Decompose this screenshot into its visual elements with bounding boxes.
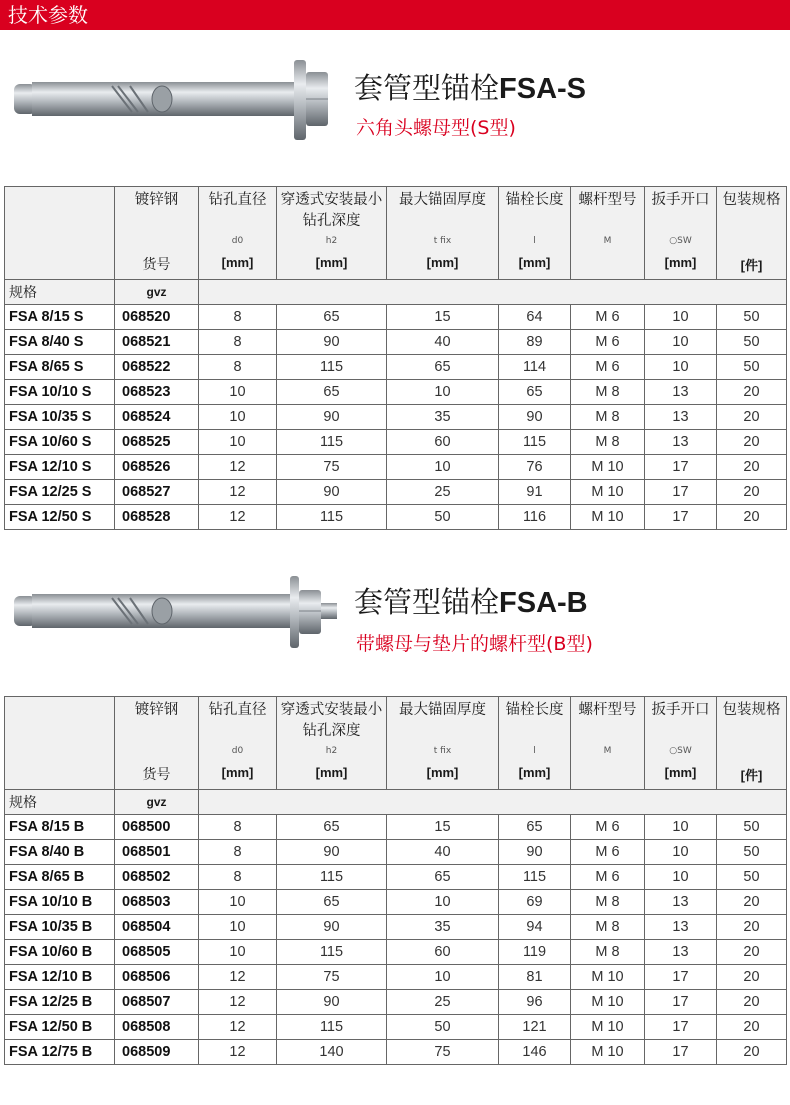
cell-anchor-length: 65 [499, 380, 571, 405]
cell-drill-diameter: 8 [199, 865, 277, 890]
cell-drill-diameter: 10 [199, 380, 277, 405]
cell-wrench-size: 17 [645, 505, 717, 530]
cell-max-fix-thickness: 65 [387, 865, 499, 890]
spec-table-fsa-b [4, 696, 787, 1065]
cell-pack-size: 20 [717, 455, 787, 480]
cell-wrench-size: 17 [645, 990, 717, 1015]
cell-model: FSA 12/25 S [5, 480, 115, 505]
cell-item-number: 068523 [115, 380, 199, 405]
table-header-row [5, 187, 787, 280]
cell-wrench-size: 17 [645, 1015, 717, 1040]
cell-drill-diameter: 12 [199, 1040, 277, 1065]
cell-drill-diameter: 12 [199, 455, 277, 480]
header-thread: 螺杆型号 M [571, 187, 645, 280]
cell-model: FSA 12/50 S [5, 505, 115, 530]
cell-anchor-length: 119 [499, 940, 571, 965]
cell-pack-size: 20 [717, 890, 787, 915]
cell-pack-size: 50 [717, 815, 787, 840]
header-length: 锚栓长度 l [mm] [499, 187, 571, 280]
cell-drill-diameter: 10 [199, 940, 277, 965]
cell-thread-size: M 8 [571, 380, 645, 405]
cell-drill-diameter: 8 [199, 840, 277, 865]
product-title: 套管型锚栓FSA-S [354, 71, 587, 105]
product-fsa-s [0, 58, 790, 178]
table-row [5, 890, 787, 915]
cell-item-number: 068500 [115, 815, 199, 840]
table-row [5, 380, 787, 405]
gvz-label: gvz [115, 280, 199, 305]
cell-model: FSA 10/60 S [5, 430, 115, 455]
cell-wrench-size: 10 [645, 305, 717, 330]
cell-min-drill-depth: 115 [277, 940, 387, 965]
cell-pack-size: 50 [717, 330, 787, 355]
cell-max-fix-thickness: 65 [387, 355, 499, 380]
header-blank-cell [5, 697, 115, 790]
cell-anchor-length: 114 [499, 355, 571, 380]
cell-max-fix-thickness: 35 [387, 915, 499, 940]
cell-drill-diameter: 8 [199, 305, 277, 330]
cell-min-drill-depth: 140 [277, 1040, 387, 1065]
cell-wrench-size: 17 [645, 480, 717, 505]
cell-wrench-size: 10 [645, 840, 717, 865]
cell-anchor-length: 69 [499, 890, 571, 915]
cell-anchor-length: 116 [499, 505, 571, 530]
cell-thread-size: M 10 [571, 505, 645, 530]
cell-min-drill-depth: 90 [277, 330, 387, 355]
table-row [5, 990, 787, 1015]
cell-wrench-size: 13 [645, 890, 717, 915]
cell-model: FSA 12/10 S [5, 455, 115, 480]
cell-item-number: 068508 [115, 1015, 199, 1040]
table-row [5, 840, 787, 865]
header-drill: 钻孔直径 d0 [mm] [199, 187, 277, 280]
cell-pack-size: 50 [717, 840, 787, 865]
cell-item-number: 068527 [115, 480, 199, 505]
cell-thread-size: M 6 [571, 355, 645, 380]
page-title: 技术参数 [8, 3, 88, 27]
cell-anchor-length: 90 [499, 840, 571, 865]
table-row [5, 305, 787, 330]
cell-item-number: 068526 [115, 455, 199, 480]
cell-wrench-size: 13 [645, 940, 717, 965]
cell-item-number: 068505 [115, 940, 199, 965]
spec-label: 规格 [5, 280, 115, 305]
cell-pack-size: 20 [717, 990, 787, 1015]
cell-pack-size: 20 [717, 940, 787, 965]
cell-wrench-size: 10 [645, 865, 717, 890]
cell-pack-size: 20 [717, 405, 787, 430]
cell-wrench-size: 17 [645, 455, 717, 480]
table-row [5, 915, 787, 940]
cell-pack-size: 20 [717, 1015, 787, 1040]
table-row [5, 430, 787, 455]
cell-anchor-length: 146 [499, 1040, 571, 1065]
cell-model: FSA 8/15 S [5, 305, 115, 330]
cell-model: FSA 12/50 B [5, 1015, 115, 1040]
cell-pack-size: 50 [717, 355, 787, 380]
header-thread: 螺杆型号 M [571, 697, 645, 790]
header-wrench: 扳手开口 ○SW [mm] [645, 697, 717, 790]
cell-drill-diameter: 8 [199, 330, 277, 355]
subheader-blank [199, 790, 787, 815]
header-galv: 镀锌钢 货号 [115, 187, 199, 280]
cell-model: FSA 8/65 S [5, 355, 115, 380]
cell-anchor-length: 89 [499, 330, 571, 355]
cell-min-drill-depth: 90 [277, 480, 387, 505]
cell-thread-size: M 10 [571, 990, 645, 1015]
cell-pack-size: 20 [717, 915, 787, 940]
table-row [5, 505, 787, 530]
cell-model: FSA 8/40 B [5, 840, 115, 865]
product-subtitle: 带螺母与垫片的螺杆型(B型) [356, 633, 593, 655]
header-through: 穿透式安装最小钻孔深度 h2 [mm] [277, 697, 387, 790]
cell-min-drill-depth: 115 [277, 430, 387, 455]
cell-model: FSA 10/10 B [5, 890, 115, 915]
spec-label: 规格 [5, 790, 115, 815]
cell-max-fix-thickness: 10 [387, 455, 499, 480]
cell-anchor-length: 94 [499, 915, 571, 940]
cell-pack-size: 50 [717, 865, 787, 890]
cell-min-drill-depth: 115 [277, 505, 387, 530]
cell-min-drill-depth: 115 [277, 1015, 387, 1040]
product-fsa-b [0, 570, 790, 690]
cell-min-drill-depth: 90 [277, 405, 387, 430]
cell-anchor-length: 91 [499, 480, 571, 505]
cell-thread-size: M 6 [571, 815, 645, 840]
cell-item-number: 068501 [115, 840, 199, 865]
cell-item-number: 068504 [115, 915, 199, 940]
cell-thread-size: M 8 [571, 405, 645, 430]
cell-min-drill-depth: 65 [277, 815, 387, 840]
table-row [5, 480, 787, 505]
header-fix: 最大锚固厚度 t fix [mm] [387, 187, 499, 280]
cell-pack-size: 20 [717, 505, 787, 530]
cell-max-fix-thickness: 10 [387, 965, 499, 990]
cell-max-fix-thickness: 60 [387, 940, 499, 965]
cell-wrench-size: 17 [645, 965, 717, 990]
cell-wrench-size: 17 [645, 1040, 717, 1065]
cell-drill-diameter: 12 [199, 505, 277, 530]
cell-model: FSA 10/60 B [5, 940, 115, 965]
cell-anchor-length: 64 [499, 305, 571, 330]
cell-thread-size: M 8 [571, 915, 645, 940]
header-drill: 钻孔直径 d0 [mm] [199, 697, 277, 790]
cell-item-number: 068520 [115, 305, 199, 330]
spec-table-fsa-s [4, 186, 787, 530]
product-subtitle: 六角头螺母型(S型) [356, 117, 516, 139]
cell-wrench-size: 13 [645, 405, 717, 430]
cell-model: FSA 12/75 B [5, 1040, 115, 1065]
cell-thread-size: M 8 [571, 430, 645, 455]
table-row [5, 815, 787, 840]
cell-max-fix-thickness: 60 [387, 430, 499, 455]
cell-max-fix-thickness: 40 [387, 330, 499, 355]
cell-max-fix-thickness: 35 [387, 405, 499, 430]
cell-min-drill-depth: 65 [277, 380, 387, 405]
table-subheader-row [5, 280, 787, 305]
cell-max-fix-thickness: 10 [387, 380, 499, 405]
cell-max-fix-thickness: 25 [387, 480, 499, 505]
cell-item-number: 068521 [115, 330, 199, 355]
cell-item-number: 068502 [115, 865, 199, 890]
table-header-row [5, 697, 787, 790]
cell-drill-diameter: 12 [199, 1015, 277, 1040]
header-bar [0, 0, 790, 30]
cell-model: FSA 8/65 B [5, 865, 115, 890]
cell-drill-diameter: 12 [199, 990, 277, 1015]
cell-thread-size: M 6 [571, 865, 645, 890]
cell-thread-size: M 10 [571, 965, 645, 990]
cell-wrench-size: 13 [645, 380, 717, 405]
cell-model: FSA 12/10 B [5, 965, 115, 990]
cell-max-fix-thickness: 15 [387, 815, 499, 840]
cell-anchor-length: 121 [499, 1015, 571, 1040]
header-pack: 包装规格 [件] [717, 697, 787, 790]
cell-min-drill-depth: 65 [277, 890, 387, 915]
subheader-blank [199, 280, 787, 305]
cell-drill-diameter: 10 [199, 890, 277, 915]
cell-drill-diameter: 12 [199, 965, 277, 990]
cell-min-drill-depth: 115 [277, 355, 387, 380]
header-fix: 最大锚固厚度 t fix [mm] [387, 697, 499, 790]
cell-thread-size: M 10 [571, 455, 645, 480]
cell-min-drill-depth: 65 [277, 305, 387, 330]
cell-max-fix-thickness: 10 [387, 890, 499, 915]
cell-drill-diameter: 8 [199, 815, 277, 840]
cell-wrench-size: 10 [645, 355, 717, 380]
cell-anchor-length: 90 [499, 405, 571, 430]
cell-anchor-length: 65 [499, 815, 571, 840]
cell-thread-size: M 6 [571, 840, 645, 865]
cell-max-fix-thickness: 50 [387, 505, 499, 530]
cell-pack-size: 20 [717, 480, 787, 505]
header-length: 锚栓长度 l [mm] [499, 697, 571, 790]
table-row [5, 330, 787, 355]
product-title: 套管型锚栓FSA-B [354, 585, 588, 619]
table-row [5, 1040, 787, 1065]
cell-pack-size: 50 [717, 305, 787, 330]
cell-anchor-length: 115 [499, 430, 571, 455]
cell-max-fix-thickness: 15 [387, 305, 499, 330]
cell-anchor-length: 115 [499, 865, 571, 890]
cell-thread-size: M 10 [571, 1015, 645, 1040]
cell-model: FSA 8/40 S [5, 330, 115, 355]
cell-thread-size: M 6 [571, 305, 645, 330]
anchor-bolt-hex-head-image [12, 58, 342, 158]
cell-model: FSA 8/15 B [5, 815, 115, 840]
table-row [5, 405, 787, 430]
cell-pack-size: 20 [717, 380, 787, 405]
cell-item-number: 068503 [115, 890, 199, 915]
header-through: 穿透式安装最小钻孔深度 h2 [mm] [277, 187, 387, 280]
table-row [5, 965, 787, 990]
cell-model: FSA 12/25 B [5, 990, 115, 1015]
cell-pack-size: 20 [717, 1040, 787, 1065]
gvz-label: gvz [115, 790, 199, 815]
cell-pack-size: 20 [717, 430, 787, 455]
cell-model: FSA 10/35 S [5, 405, 115, 430]
cell-model: FSA 10/35 B [5, 915, 115, 940]
header-galv: 镀锌钢 货号 [115, 697, 199, 790]
cell-min-drill-depth: 90 [277, 915, 387, 940]
cell-drill-diameter: 10 [199, 405, 277, 430]
cell-wrench-size: 13 [645, 430, 717, 455]
cell-min-drill-depth: 90 [277, 990, 387, 1015]
table-row [5, 865, 787, 890]
cell-pack-size: 20 [717, 965, 787, 990]
cell-anchor-length: 76 [499, 455, 571, 480]
cell-item-number: 068509 [115, 1040, 199, 1065]
cell-thread-size: M 8 [571, 940, 645, 965]
cell-item-number: 068522 [115, 355, 199, 380]
cell-wrench-size: 13 [645, 915, 717, 940]
cell-model: FSA 10/10 S [5, 380, 115, 405]
table-subheader-row [5, 790, 787, 815]
cell-thread-size: M 10 [571, 480, 645, 505]
cell-max-fix-thickness: 50 [387, 1015, 499, 1040]
table-row [5, 455, 787, 480]
cell-anchor-length: 81 [499, 965, 571, 990]
header-wrench: 扳手开口 ○SW [mm] [645, 187, 717, 280]
header-blank-cell [5, 187, 115, 280]
cell-item-number: 068525 [115, 430, 199, 455]
cell-drill-diameter: 8 [199, 355, 277, 380]
cell-min-drill-depth: 75 [277, 455, 387, 480]
cell-item-number: 068506 [115, 965, 199, 990]
cell-thread-size: M 8 [571, 890, 645, 915]
table-row [5, 355, 787, 380]
cell-item-number: 068507 [115, 990, 199, 1015]
cell-max-fix-thickness: 75 [387, 1040, 499, 1065]
cell-max-fix-thickness: 40 [387, 840, 499, 865]
header-pack: 包装规格 [件] [717, 187, 787, 280]
cell-max-fix-thickness: 25 [387, 990, 499, 1015]
cell-item-number: 068524 [115, 405, 199, 430]
cell-min-drill-depth: 75 [277, 965, 387, 990]
cell-drill-diameter: 12 [199, 480, 277, 505]
cell-item-number: 068528 [115, 505, 199, 530]
cell-drill-diameter: 10 [199, 430, 277, 455]
table-row [5, 940, 787, 965]
cell-anchor-length: 96 [499, 990, 571, 1015]
cell-min-drill-depth: 115 [277, 865, 387, 890]
cell-wrench-size: 10 [645, 815, 717, 840]
cell-min-drill-depth: 90 [277, 840, 387, 865]
table-row [5, 1015, 787, 1040]
anchor-bolt-nut-washer-image [12, 570, 342, 670]
cell-wrench-size: 10 [645, 330, 717, 355]
cell-thread-size: M 10 [571, 1040, 645, 1065]
cell-drill-diameter: 10 [199, 915, 277, 940]
cell-thread-size: M 6 [571, 330, 645, 355]
